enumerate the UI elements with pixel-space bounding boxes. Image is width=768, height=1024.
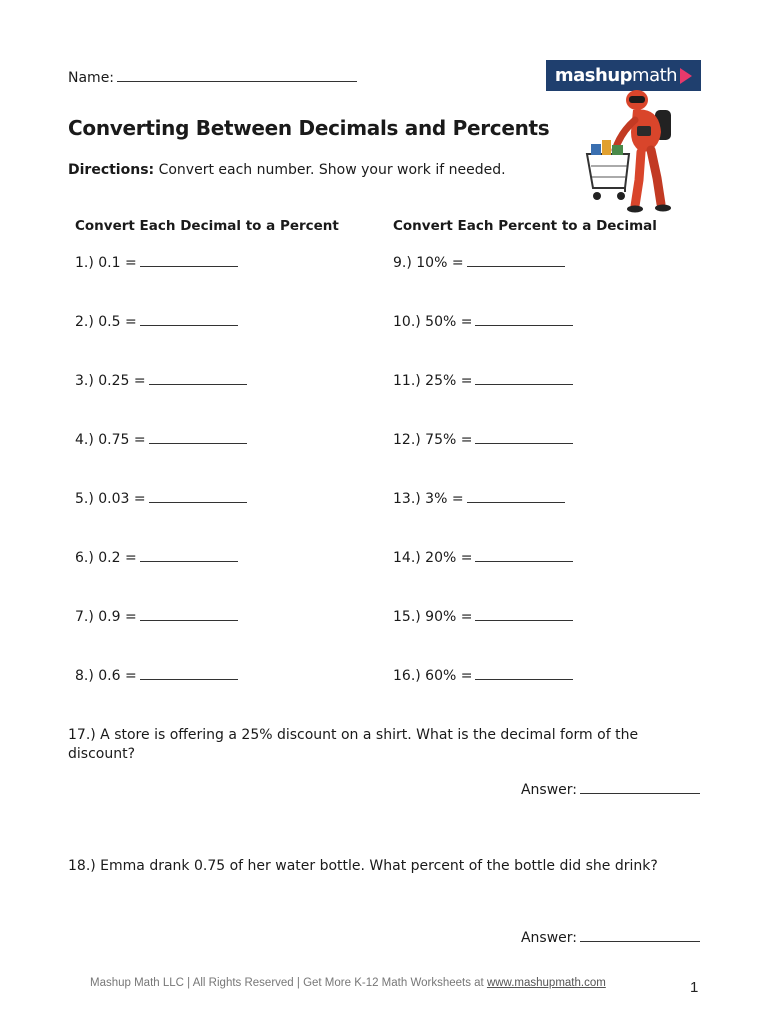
answer-blank[interactable]: [475, 619, 573, 621]
problem-15: 15.) 90% =: [393, 609, 573, 625]
answer-blank[interactable]: [140, 619, 238, 621]
footer-link[interactable]: www.mashupmath.com: [486, 977, 606, 989]
answer-blank[interactable]: [467, 265, 565, 267]
play-icon: [680, 68, 692, 84]
answer-blank[interactable]: [475, 560, 573, 562]
answer-blank[interactable]: [475, 324, 573, 326]
logo-text-bold: mashup: [554, 65, 633, 86]
answer-blank[interactable]: [140, 678, 238, 680]
problem-6: 6.) 0.2 =: [75, 550, 238, 566]
right-column-heading: Convert Each Percent to a Decimal: [393, 218, 657, 234]
logo-text-light: math: [632, 65, 678, 86]
problem-9: 9.) 10% =: [393, 255, 565, 271]
name-blank[interactable]: [117, 80, 357, 82]
problem-16: 16.) 60% =: [393, 668, 573, 684]
problem-1: 1.) 0.1 =: [75, 255, 238, 271]
problem-3: 3.) 0.25 =: [75, 373, 247, 389]
answer-blank[interactable]: [475, 678, 573, 680]
answer-blank[interactable]: [140, 265, 238, 267]
problem-14: 14.) 20% =: [393, 550, 573, 566]
problem-11: 11.) 25% =: [393, 373, 573, 389]
answer-17: Answer:: [521, 782, 700, 798]
answer-blank[interactable]: [140, 560, 238, 562]
name-field[interactable]: [68, 70, 357, 86]
answer-blank[interactable]: [580, 792, 700, 794]
footer-text: Mashup Math LLC | All Rights Reserved | Get More K-12 Math Worksheets at: [90, 977, 487, 989]
problem-7: 7.) 0.9 =: [75, 609, 238, 625]
problem-2: 2.) 0.5 =: [75, 314, 238, 330]
problem-8: 8.) 0.6 =: [75, 668, 238, 684]
robot-shopping-cart-illustration: [585, 88, 685, 214]
name-label: Name:: [68, 70, 115, 86]
directions-text: Convert each number. Show your work if needed.: [154, 162, 506, 178]
left-column-heading: Convert Each Decimal to a Percent: [75, 218, 339, 234]
footer: [90, 977, 606, 989]
directions: [68, 162, 506, 178]
answer-blank[interactable]: [149, 442, 247, 444]
problem-12: 12.) 75% =: [393, 432, 573, 448]
word-problem-18: 18.) Emma drank 0.75 of her water bottle. What percent of the bottle did she drink?: [68, 858, 658, 874]
word-problem-17: 17.) A store is offering a 25% discount on a shirt. What is the decimal form of the discount?: [68, 727, 639, 762]
answer-blank[interactable]: [149, 501, 247, 503]
problem-10: 10.) 50% =: [393, 314, 573, 330]
answer-18: Answer:: [521, 930, 700, 946]
mashup-math-logo: [546, 60, 701, 91]
page-number: 1: [690, 979, 699, 996]
answer-blank[interactable]: [140, 324, 238, 326]
answer-blank[interactable]: [475, 442, 573, 444]
answer-blank[interactable]: [475, 383, 573, 385]
problem-13: 13.) 3% =: [393, 491, 565, 507]
problem-4: 4.) 0.75 =: [75, 432, 247, 448]
answer-blank[interactable]: [149, 383, 247, 385]
directions-label: Directions:: [68, 162, 155, 178]
answer-blank[interactable]: [580, 940, 700, 942]
answer-blank[interactable]: [467, 501, 565, 503]
problem-5: 5.) 0.03 =: [75, 491, 247, 507]
page-title: Converting Between Decimals and Percents: [68, 116, 550, 140]
